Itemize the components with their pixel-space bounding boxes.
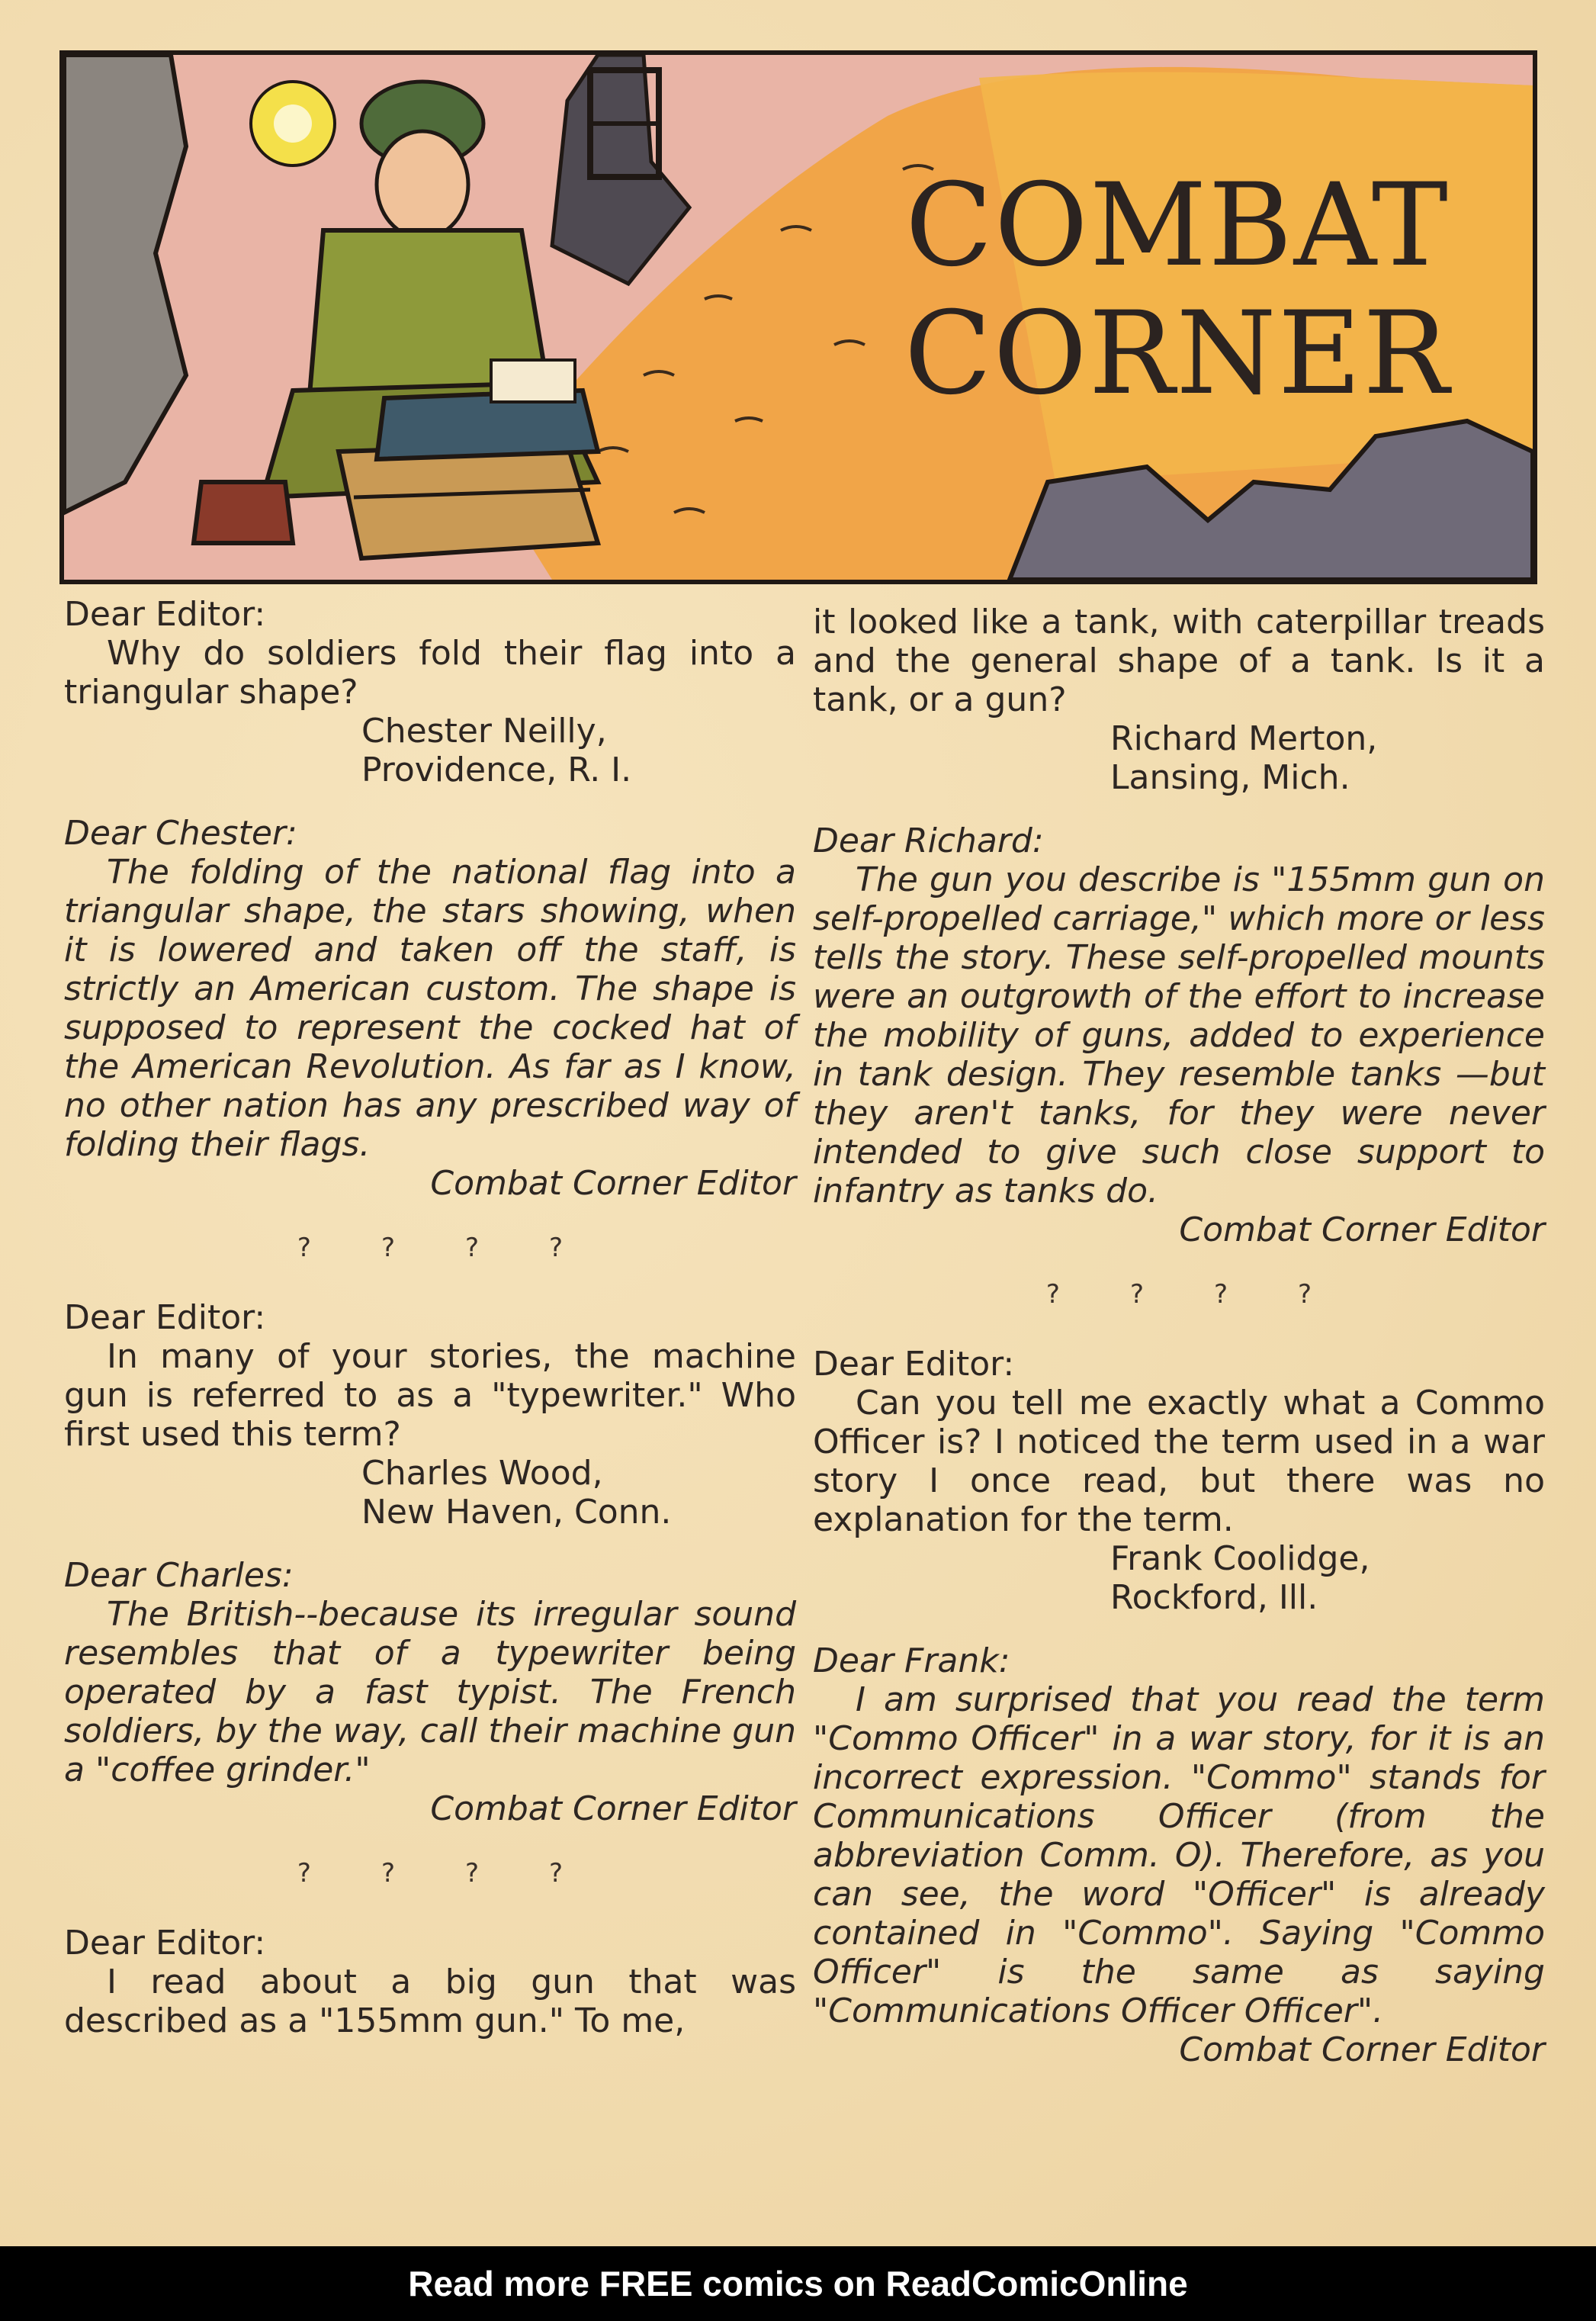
separator-mark: ?	[1129, 1279, 1144, 1310]
letter-body: Why do soldiers fold their flag into a triangular shape?	[64, 634, 796, 712]
separator-mark: ?	[549, 1233, 564, 1263]
letter	[64, 1924, 796, 2040]
letter-author-name: Chester Neilly,	[361, 712, 607, 751]
letter-author-name: Richard Merton,	[1110, 719, 1378, 758]
header-panel	[59, 50, 1537, 584]
right-column	[813, 603, 1545, 2069]
letter-author-location: Rockford, Ill.	[1110, 1578, 1318, 1617]
separator-mark: ?	[465, 1858, 480, 1889]
reply-greeting: Dear Chester:	[64, 814, 297, 853]
reply-body: I am surprised that you read the term "Commo Officer" in a war story, for it is an incorrect expression. "Commo" stands for Communications Officer (from the abbreviation Comm. O). Therefore, as you can see, the word "Officer" is already contained in "Commo". Saying "Commo Officer" is the same as saying "Communications Officer Officer".	[813, 1680, 1545, 2030]
separator-mark: ?	[549, 1858, 564, 1889]
letter-author-location: Lansing, Mich.	[1110, 758, 1350, 797]
reply-greeting: Dear Richard:	[813, 821, 1044, 860]
letter-author-name: Frank Coolidge,	[1110, 1539, 1370, 1578]
letter-body-continued: it looked like a tank, with caterpillar treads and the general shape of a tank. Is it a tank, or a gun?	[813, 603, 1545, 719]
separator-mark: ?	[297, 1233, 311, 1263]
letter-greeting: Dear Editor:	[64, 1924, 266, 1963]
separator-mark: ?	[465, 1233, 480, 1263]
letter	[64, 1298, 796, 1828]
reply-body: The gun you describe is "155mm gun on self-propelled carriage," which more or less tells the story. These self-propelled mounts were an outgrowth of the effort to increase the mobility of guns, added to experience in tank design. They resemble tanks —but they aren't tanks, for they were never intended to give such close support to infantry as tanks do.	[813, 860, 1545, 1210]
reply-body: The folding of the national flag into a triangular shape, the stars showing, when it is lowered and taken off the staff, is strictly an American custom. The shape is supposed to represent the cocked hat of the American Revolution. As far as I know, no other nation has any prescribed way of folding their flags.	[64, 853, 796, 1164]
separator-mark: ?	[297, 1858, 311, 1889]
letter-author-name: Charles Wood,	[361, 1454, 603, 1493]
reply-signoff: Combat Corner Editor	[1179, 1210, 1545, 1249]
letter-body: Can you tell me exactly what a Commo Officer is? I noticed the term used in a war story I once read, but there was no explanation for the term.	[813, 1384, 1545, 1539]
title-line-combat: COMBAT	[905, 159, 1450, 292]
letter	[813, 603, 1545, 1249]
letter-greeting: Dear Editor:	[813, 1345, 1015, 1384]
separator	[64, 1854, 796, 1893]
separator	[64, 1229, 796, 1268]
letter	[813, 1345, 1545, 2069]
letter-author-location: Providence, R. I.	[361, 751, 632, 789]
letter-author-location: New Haven, Conn.	[361, 1493, 672, 1532]
left-column	[64, 595, 796, 2040]
separator-mark: ?	[1214, 1279, 1228, 1310]
page-title	[872, 159, 1482, 420]
footer-banner[interactable]	[0, 2246, 1596, 2321]
separator-mark: ?	[1045, 1279, 1060, 1310]
separator-mark: ?	[1298, 1279, 1312, 1310]
letter-body: I read about a big gun that was described as a "155mm gun." To me,	[64, 1963, 796, 2040]
separator	[813, 1275, 1545, 1314]
footer-link[interactable]: Read more FREE comics on ReadComicOnline	[408, 2264, 1188, 2303]
reply-signoff: Combat Corner Editor	[430, 1164, 796, 1203]
separator-mark: ?	[381, 1233, 395, 1263]
letter-body: In many of your stories, the machine gun is referred to as a "typewriter." Who first used this term?	[64, 1337, 796, 1454]
letter-greeting: Dear Editor:	[64, 595, 266, 634]
letter	[64, 595, 796, 1203]
separator-mark: ?	[381, 1858, 395, 1889]
reply-greeting: Dear Charles:	[64, 1556, 294, 1595]
reply-body: The British--because its irregular sound resembles that of a typewriter being operated by a fast typist. The French soldiers, by the way, call their machine gun a "coffee grinder."	[64, 1595, 796, 1789]
letter-greeting: Dear Editor:	[64, 1298, 266, 1337]
title-line-corner: CORNER	[904, 288, 1451, 420]
reply-signoff: Combat Corner Editor	[430, 1789, 796, 1828]
reply-greeting: Dear Frank:	[813, 1641, 1010, 1680]
reply-signoff: Combat Corner Editor	[1179, 2030, 1545, 2069]
